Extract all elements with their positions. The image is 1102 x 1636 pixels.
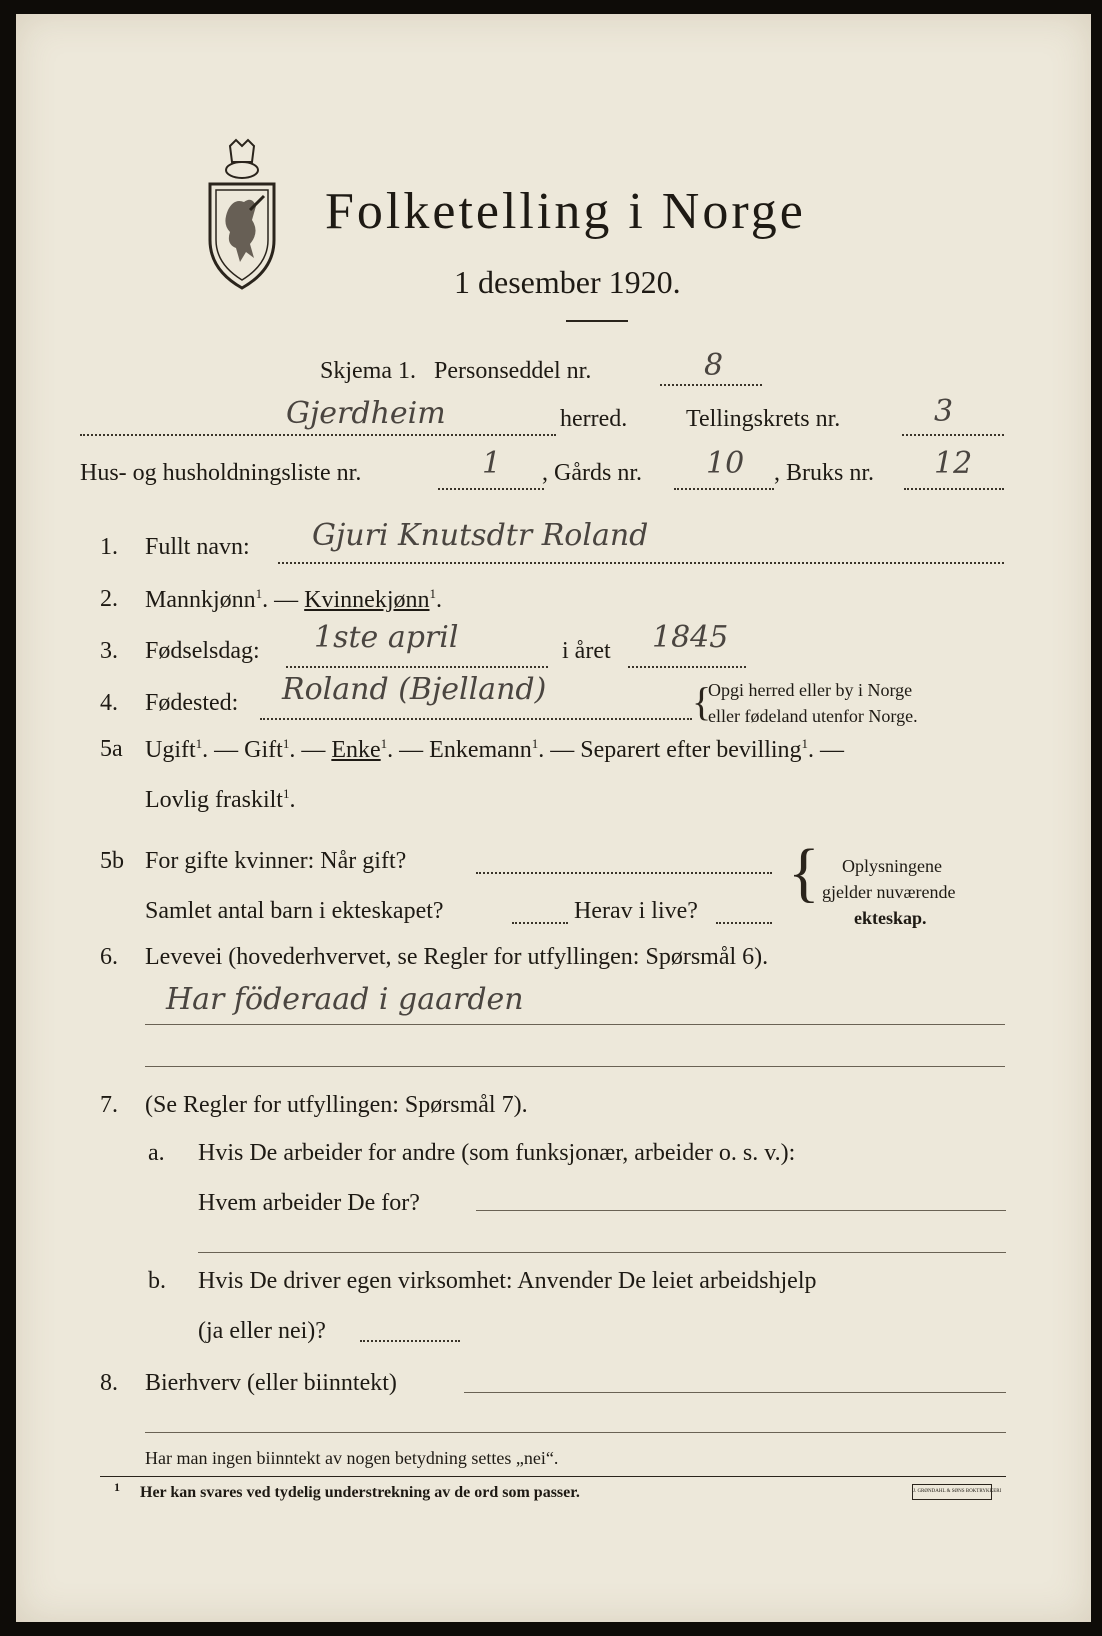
hus-line [438, 488, 544, 490]
q6-value[interactable]: Har föderaad i gaarden [166, 982, 524, 1017]
census-form [16, 14, 1091, 1622]
q6-number: 6. [100, 944, 118, 970]
bruks-line [904, 488, 1004, 490]
q5b-live-line [716, 922, 772, 924]
q5b-barn-line [512, 922, 568, 924]
q8-number: 8. [100, 1370, 118, 1396]
q5b-line2a: Samlet antal barn i ekteskapet? [145, 898, 444, 924]
gards-label: , Gårds nr. [542, 460, 642, 486]
q5b-note-2: gjelder nuværende [822, 882, 956, 902]
ugift-option[interactable]: Ugift [145, 737, 196, 763]
q2-text: Mannkjønn$^1$. — Kvinnekjønn$^1$. [145, 586, 442, 613]
bruks-value[interactable]: 12 [934, 446, 973, 481]
q6-label: Levevei (hovederhvervet, se Regler for utfyllingen: Spørsmål 6). [145, 944, 769, 970]
q3-label: Fødselsdag: [145, 638, 260, 664]
mannkjonn-option[interactable]: Mannkjønn [145, 587, 256, 613]
q3-line [286, 666, 548, 668]
q7a-letter: a. [148, 1140, 165, 1166]
q7a-line2: Hvem arbeider De for? [198, 1190, 420, 1216]
q3-value[interactable]: 1ste april [314, 620, 459, 655]
q7b-line1: Hvis De driver egen virksomhet: Anvender De leiet arbeidshjelp [198, 1268, 817, 1294]
q4-number: 4. [100, 690, 118, 716]
q1-number: 1. [100, 534, 118, 560]
tellingskrets-line [902, 434, 1004, 436]
q4-line [260, 718, 692, 720]
q7a-line1: Hvis De arbeider for andre (som funksjonær, arbeider o. s. v.): [198, 1140, 796, 1166]
q2-number: 2. [100, 586, 118, 612]
q5b-number: 5b [100, 848, 124, 874]
form-title: Folketelling i Norge [325, 183, 806, 240]
q5a-options-2: Lovlig fraskilt$^1$. [145, 786, 296, 813]
q5b-brace: { [788, 836, 820, 909]
q5b-gift-line [476, 872, 772, 874]
q3-number: 3. [100, 638, 118, 664]
q7-number: 7. [100, 1092, 118, 1118]
footnote-divider [100, 1476, 1006, 1477]
q4-note-2: eller fødeland utenfor Norge. [708, 706, 918, 726]
herred-label: herred. [560, 406, 628, 432]
hus-value[interactable]: 1 [482, 446, 502, 481]
q1-value[interactable]: Gjuri Knutsdtr Roland [312, 518, 649, 553]
q5a-options: Ugift$^1$. — Gift$^1$. — Enke$^1$. — Enkemann$^1$. — Separert efter bevilling$^1$. — [145, 736, 845, 763]
q4-label: Fødested: [145, 690, 239, 716]
q8-answer-line[interactable] [464, 1392, 1006, 1393]
q5a-number: 5a [100, 736, 123, 762]
herred-line [80, 434, 556, 436]
footnote-mark: 1 [114, 1480, 120, 1494]
q4-brace: { [692, 679, 712, 724]
hus-label: Hus- og husholdningsliste nr. [80, 460, 362, 486]
title-divider [566, 320, 628, 322]
q7b-answer-line[interactable] [360, 1340, 460, 1342]
gards-line [674, 488, 774, 490]
skjema-label: Skjema 1. [320, 358, 416, 384]
census-date: 1 desember 1920. [454, 264, 681, 300]
kvinnekjonn-option[interactable]: Kvinnekjønn [304, 587, 430, 613]
q5b-note-3: ekteskap. [854, 908, 927, 928]
gards-value[interactable]: 10 [706, 446, 745, 481]
q8-note: Har man ingen biinntekt av nogen betydning settes „nei“. [145, 1448, 559, 1468]
q7a-answer-line-2[interactable] [198, 1252, 1006, 1253]
q7-label: (Se Regler for utfyllingen: Spørsmål 7). [145, 1092, 528, 1118]
q4-note-1: Opgi herred eller by i Norge [708, 680, 913, 700]
q3-aret-line [628, 666, 746, 668]
q1-line [278, 562, 1004, 564]
q8-label: Bierhverv (eller biinntekt) [145, 1370, 397, 1396]
q6-line-1 [145, 1024, 1005, 1025]
enkemann-option[interactable]: Enkemann [429, 737, 532, 763]
enke-option[interactable]: Enke [331, 737, 381, 763]
q5b-line2b: Herav i live? [574, 898, 698, 924]
footnote-text: Her kan svares ved tydelig understrekning av de ord som passer. [140, 1484, 580, 1501]
personseddel-value[interactable]: 8 [704, 348, 724, 383]
q7b-line2: (ja eller nei)? [198, 1318, 326, 1344]
q1-label: Fullt navn: [145, 534, 250, 560]
printer-stamp: J. GRØNDAHL & SØNS BOKTRYKKERI [912, 1484, 992, 1500]
q3-aret-value[interactable]: 1845 [652, 620, 729, 655]
personseddel-line [660, 384, 762, 386]
q6-line-2 [145, 1066, 1005, 1067]
lovlig-fraskilt-option[interactable]: Lovlig fraskilt [145, 787, 283, 813]
separert-option[interactable]: Separert efter bevilling [580, 737, 802, 763]
personseddel-label: Personseddel nr. [434, 358, 592, 384]
q8-answer-line-2[interactable] [145, 1432, 1006, 1433]
q3-aret-label: i året [562, 638, 611, 664]
q5b-note-1: Oplysningene [842, 856, 942, 876]
q7b-letter: b. [148, 1268, 166, 1294]
tellingskrets-label: Tellingskrets nr. [686, 406, 841, 432]
q7a-answer-line[interactable] [476, 1210, 1006, 1211]
coat-of-arms-icon [202, 140, 282, 290]
herred-value[interactable]: Gjerdheim [286, 396, 446, 431]
q4-value[interactable]: Roland (Bjelland) [282, 672, 547, 707]
bruks-label: , Bruks nr. [774, 460, 875, 486]
tellingskrets-value[interactable]: 3 [934, 394, 954, 429]
q5b-line1: For gifte kvinner: Når gift? [145, 848, 407, 874]
gift-option[interactable]: Gift [244, 737, 283, 763]
